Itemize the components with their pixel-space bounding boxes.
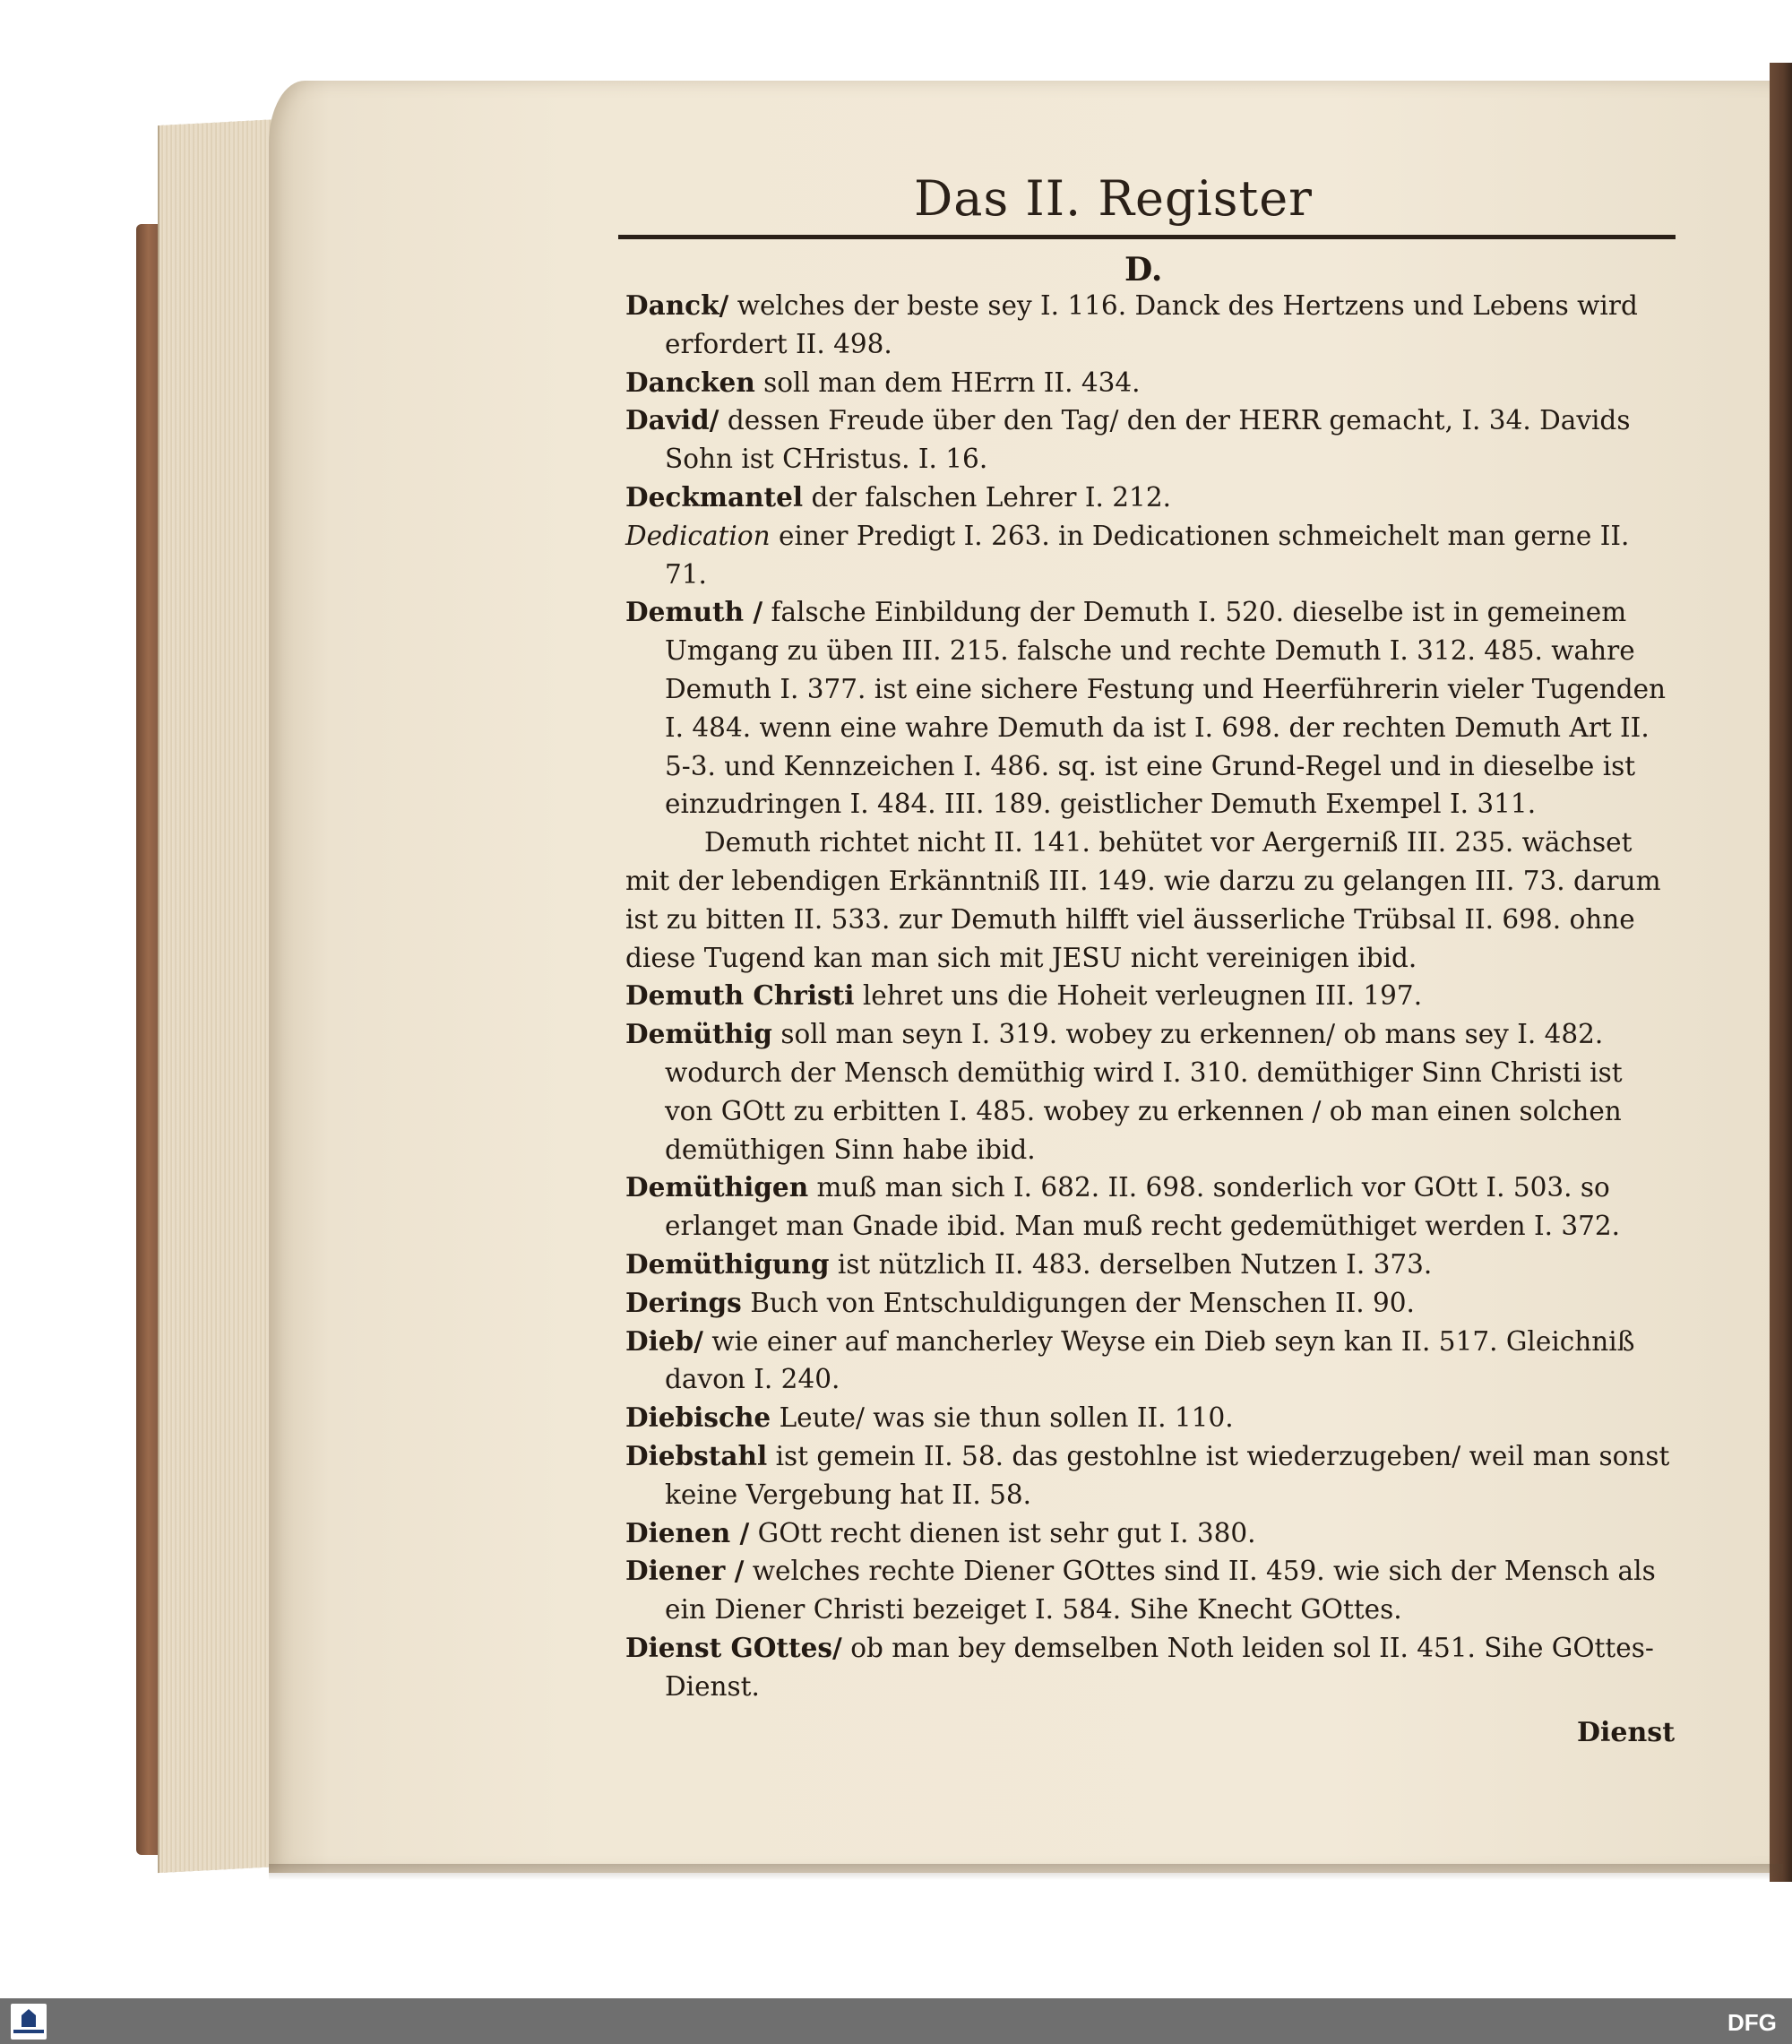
- entry-headword: David/: [625, 404, 719, 436]
- header-rule: [618, 235, 1676, 239]
- index-entry: [625, 1246, 1674, 1284]
- entry-headword: Dienst GOttes/: [625, 1631, 842, 1663]
- entry-headword: Demüthigung: [625, 1247, 830, 1280]
- index-entry: [625, 1437, 1674, 1514]
- index-entry: [625, 517, 1674, 594]
- entry-text: ist gemein II. 58. das gestohlne ist wiederzugeben/ weil man sonst keine Vergebung hat II. 58.: [665, 1440, 1670, 1510]
- library-logo-icon[interactable]: [11, 2004, 47, 2040]
- running-head: Das II. Register: [914, 170, 1313, 227]
- index-entry: [625, 977, 1674, 1015]
- entry-text: Demuth richtet nicht II. 141. behütet vor Aergerniß III. 235. wächset mit der lebendigen Erkänntniß III. 149. wie darzu zu gelangen III. 73. darum ist zu bitten II. 533. zur Demuth hilfft viel äusserliche Trübsal II. 698. ohne diese Tugend kan man sich mit JESU nicht vereinigen ibid.: [625, 827, 1661, 973]
- entry-text: ist nützlich II. 483. derselben Nutzen I. 373.: [837, 1248, 1433, 1280]
- index-entry: [625, 1629, 1674, 1706]
- index-entry-continuation: [625, 824, 1674, 977]
- entry-text: wie einer auf mancherley Weyse ein Dieb seyn kan II. 517. Gleichniß davon I. 240.: [665, 1325, 1635, 1395]
- entry-headword: Dienen /: [625, 1516, 750, 1548]
- index-entry: [625, 1323, 1674, 1400]
- entry-text: soll man seyn I. 319. wobey zu erkennen/ ob mans sey I. 482. wodurch der Mensch demüthig wird I. 310. demüthiger Sinn Christi ist von GOtt zu erbitten I. 485. wobey zu erkennen / ob man einen solchen demüthigen Sinn habe ibid.: [665, 1019, 1623, 1165]
- entry-text: welches der beste sey I. 116. Danck des Hertzens und Lebens wird erfordert II. 498.: [665, 290, 1638, 359]
- index-entry: [625, 1552, 1674, 1629]
- entry-headword: Demuth Christi: [625, 979, 855, 1012]
- entry-headword: Dieb/: [625, 1324, 703, 1357]
- section-letter: D.: [1124, 251, 1163, 289]
- entry-headword: Demuth /: [625, 596, 763, 628]
- entry-text: soll man dem HErrn II. 434.: [763, 367, 1141, 398]
- index-entry: [625, 1284, 1674, 1323]
- entry-headword: Dancken: [625, 366, 755, 398]
- index-entry: [625, 1399, 1674, 1437]
- entry-text: dessen Freude über den Tag/ den der HERR gemacht, I. 34. Davids Sohn ist CHristus. I. 16.: [665, 405, 1631, 475]
- index-entry: [625, 1169, 1674, 1246]
- entry-headword: Diebstahl: [625, 1439, 768, 1471]
- entry-headword: Dedication: [625, 520, 771, 551]
- entry-text: GOtt recht dienen ist sehr gut I. 380.: [757, 1517, 1256, 1548]
- entry-headword: Diebische: [625, 1401, 771, 1434]
- index-entry: [625, 364, 1674, 402]
- index-entry: [625, 1514, 1674, 1553]
- entry-headword: Deckmantel: [625, 480, 804, 513]
- entry-headword: Demüthigen: [625, 1171, 809, 1203]
- entry-text: welches rechte Diener GOttes sind II. 459. wie sich der Mensch als ein Diener Christi bezeiget I. 584. Sihe Knecht GOttes.: [665, 1556, 1656, 1626]
- index-entry: [625, 479, 1674, 517]
- index-entry: [625, 1015, 1674, 1169]
- entry-text: muß man sich I. 682. II. 698. sonderlich vor GOtt I. 503. so erlanget man Gnade ibid. Man muß recht gedemüthiget werden I. 372.: [665, 1172, 1621, 1242]
- index-entry: [625, 593, 1674, 824]
- entry-text: Buch von Entschuldigungen der Menschen II. 90.: [750, 1287, 1415, 1318]
- logo-base: [13, 2030, 44, 2033]
- building-icon: [22, 2009, 36, 2027]
- entry-headword: Diener /: [625, 1555, 745, 1587]
- viewer-footer-bar: [0, 1998, 1792, 2044]
- page-bottom-shadow: [269, 1864, 1783, 1880]
- facing-page-edge: [1770, 63, 1792, 1882]
- entry-text: Leute/ was sie thun sollen II. 110.: [779, 1402, 1234, 1434]
- entry-text: der falschen Lehrer I. 212.: [811, 481, 1171, 513]
- entry-text: lehret uns die Hoheit verleugnen III. 197.: [862, 980, 1423, 1012]
- dfg-logo[interactable]: DFG: [1727, 2009, 1777, 2036]
- entry-text: falsche Einbildung der Demuth I. 520. dieselbe ist in gemeinem Umgang zu üben III. 215. falsche und rechte Demuth I. 312. 485. wahre Demuth I. 377. ist eine sichere Festung und Heerführerin vieler Tugenden I. 484. wenn eine wahre Demuth da ist I. 698. der rechten Demuth Art II. 5-3. und Kennzeichen I. 486. sq. ist eine Grund-Regel und in dieselbe ist einzudringen I. 484. III. 189. geistlicher Demuth Exempel I. 311.: [665, 597, 1667, 820]
- index-entry: [625, 287, 1674, 364]
- entry-text: ob man bey demselben Noth leiden sol II. 451. Sihe GOttes-Dienst.: [665, 1632, 1654, 1702]
- index-entry: [625, 401, 1674, 479]
- register-entries: [625, 287, 1674, 1705]
- entry-headword: Demüthig: [625, 1018, 772, 1050]
- entry-text: einer Predigt I. 263. in Dedicationen schmeichelt man gerne II. 71.: [665, 520, 1630, 590]
- entry-headword: Danck/: [625, 289, 729, 321]
- catchword: Dienst: [1577, 1717, 1676, 1748]
- entry-headword: Derings: [625, 1286, 742, 1318]
